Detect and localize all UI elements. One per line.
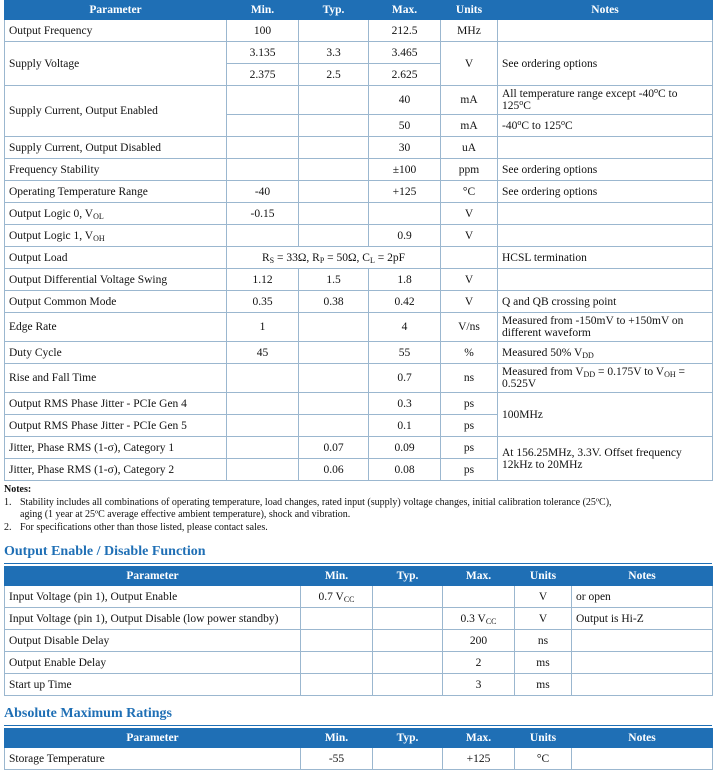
param-edge-rate: Edge Rate [5,313,227,342]
units-value: V [441,42,498,86]
section-title-absolute-maximum-ratings: Absolute Maximum Ratings [4,706,173,721]
max-value: +125 [443,748,515,770]
param-output-logic-1: Output Logic 1, $V_{OH}$ [5,225,227,247]
param-output-frequency: Output Frequency [5,20,227,42]
param-start-up-time: Start up Time [5,674,301,696]
notes-value: Measured from -150mV to +150mV on different waveform [498,313,713,342]
typ-value [373,748,443,770]
param-phase-jitter-gen5: Output RMS Phase Jitter - PCIe Gen 5 [5,415,227,437]
max-value: 200 [443,630,515,652]
min-value: 1.12 [227,269,299,291]
min-value [227,364,299,393]
notes-value: All temperature range except -40$^o$C to 125$^o$C [498,86,713,115]
table-header-row [5,1,713,20]
typ-value: 3.3 [299,42,369,64]
max-value: 2.625 [369,64,441,86]
units-value: ms [515,652,572,674]
units-value: °C [515,748,572,770]
col-notes: Notes [498,1,713,20]
col-typ: Typ. [299,1,369,20]
min-value: -40 [227,181,299,203]
notes-value [498,203,713,225]
col-min: Min. [301,729,373,748]
table-row [5,291,713,313]
table-row [5,652,713,674]
footnote-text: Stability includes all combinations of operating temperature, load changes, rated input (supply) voltage changes, initial calibration tolerance (25ºC), [20,496,612,508]
min-value [301,652,373,674]
min-value: 0.7 $V_{CC}$ [301,586,373,608]
table-row [5,393,713,415]
units-value: ns [441,364,498,393]
param-input-voltage-enable: Input Voltage (pin 1), Output Enable [5,586,301,608]
min-value: 100 [227,20,299,42]
param-input-voltage-disable: Input Voltage (pin 1), Output Disable (low power standby) [5,608,301,630]
footnotes-title: Notes: [4,484,32,495]
max-value: 50 [369,115,441,137]
max-value: 40 [369,86,441,115]
notes-value: At 156.25MHz, 3.3V. Offset frequency 12kHz to 20MHz [498,437,713,481]
units-value: ps [441,393,498,415]
footnote-continuation: aging (1 year at 25ºC average effective ambient temperature), shock and vibration. [20,509,351,520]
typ-value [373,652,443,674]
typ-value [299,203,369,225]
param-supply-current-enabled: Supply Current, Output Enabled [5,86,227,137]
notes-value [572,652,713,674]
col-min: Min. [301,567,373,586]
typ-value [373,630,443,652]
max-value: ±100 [369,159,441,181]
col-units: Units [441,1,498,20]
notes-value: 100MHz [498,393,713,437]
notes-value: Measured 50% $V_{DD}$ [498,342,713,364]
units-value: ns [515,630,572,652]
typ-value [299,86,369,115]
min-value: -55 [301,748,373,770]
max-value: 212.5 [369,20,441,42]
units-value: uA [441,137,498,159]
max-value: 55 [369,342,441,364]
min-value: -0.15 [227,203,299,225]
min-value [227,415,299,437]
min-value [227,393,299,415]
col-units: Units [515,729,572,748]
min-value [227,225,299,247]
table-row [5,86,713,115]
typ-value: 0.07 [299,437,369,459]
table-row [5,203,713,225]
units-value: % [441,342,498,364]
units-value: °C [441,181,498,203]
units-value: mA [441,86,498,115]
typ-value: 1.5 [299,269,369,291]
units-value: V/ns [441,313,498,342]
typ-value [373,608,443,630]
units-value: ps [441,459,498,481]
typ-value [373,674,443,696]
max-value: 2 [443,652,515,674]
table-row [5,42,713,64]
min-value: 0.35 [227,291,299,313]
col-typ: Typ. [373,567,443,586]
notes-value: Output is Hi-Z [572,608,713,630]
typ-value: 0.06 [299,459,369,481]
notes-value: See ordering options [498,42,713,86]
typ-value [299,364,369,393]
max-value: 0.08 [369,459,441,481]
min-value [227,159,299,181]
table-row [5,269,713,291]
notes-value [572,748,713,770]
units-value: mA [441,115,498,137]
table-header-row [5,567,713,586]
col-parameter: Parameter [5,1,227,20]
param-jitter-category-1: Jitter, Phase RMS (1-σ), Category 1 [5,437,227,459]
table-row [5,181,713,203]
min-value: 3.135 [227,42,299,64]
max-value: +125 [369,181,441,203]
max-value: 0.09 [369,437,441,459]
min-value: 1 [227,313,299,342]
col-min: Min. [227,1,299,20]
table-row [5,225,713,247]
col-max: Max. [443,729,515,748]
table-row [5,630,713,652]
notes-value: or open [572,586,713,608]
max-value: 4 [369,313,441,342]
param-output-enable-delay: Output Enable Delay [5,652,301,674]
table-row [5,342,713,364]
typ-value [299,20,369,42]
param-rise-and-fall-time: Rise and Fall Time [5,364,227,393]
typ-value [373,586,443,608]
max-value: 0.9 [369,225,441,247]
col-notes: Notes [572,567,713,586]
table-row [5,20,713,42]
footnote-number: 1. [4,496,12,508]
typ-value [299,159,369,181]
footnote-item [4,522,712,535]
max-value: 0.1 [369,415,441,437]
typ-value: 0.38 [299,291,369,313]
table-header-row [5,729,713,748]
col-notes: Notes [572,729,713,748]
units-value: ms [515,674,572,696]
max-value [443,586,515,608]
param-duty-cycle: Duty Cycle [5,342,227,364]
section-divider [4,725,712,726]
max-value: 3.465 [369,42,441,64]
col-units: Units [515,567,572,586]
min-value [227,115,299,137]
typ-value [299,313,369,342]
col-max: Max. [443,567,515,586]
table-row [5,437,713,459]
col-parameter: Parameter [5,729,301,748]
units-value: MHz [441,20,498,42]
param-output-load: Output Load [5,247,227,269]
notes-value: Q and QB crossing point [498,291,713,313]
footnote-number: 2. [4,521,12,533]
max-value: 1.8 [369,269,441,291]
param-jitter-category-2: Jitter, Phase RMS (1-σ), Category 2 [5,459,227,481]
units-value: ppm [441,159,498,181]
typ-value [299,393,369,415]
min-value [227,137,299,159]
table-row [5,608,713,630]
param-frequency-stability: Frequency Stability [5,159,227,181]
notes-value [498,225,713,247]
min-value [301,674,373,696]
max-value: 0.42 [369,291,441,313]
param-supply-current-disabled: Supply Current, Output Disabled [5,137,227,159]
footnotes [4,484,712,534]
param-output-logic-0: Output Logic 0, $V_{OL}$ [5,203,227,225]
notes-value: See ordering options [498,181,713,203]
param-output-disable-delay: Output Disable Delay [5,630,301,652]
max-value [369,203,441,225]
col-max: Max. [369,1,441,20]
section-divider [4,563,712,564]
table-row [5,247,713,269]
table-row [5,586,713,608]
notes-value [498,269,713,291]
typ-value: 2.5 [299,64,369,86]
col-typ: Typ. [373,729,443,748]
min-value [227,86,299,115]
table-row [5,674,713,696]
notes-value: See ordering options [498,159,713,181]
param-storage-temperature: Storage Temperature [5,748,301,770]
table-row [5,313,713,342]
max-value: 0.3 [369,393,441,415]
min-value [227,437,299,459]
table-row [5,364,713,393]
units-value [441,247,498,269]
footnote-item [4,497,712,510]
param-phase-jitter-gen4: Output RMS Phase Jitter - PCIe Gen 4 [5,393,227,415]
notes-value: HCSL termination [498,247,713,269]
units-value: V [441,225,498,247]
output-enable-disable-table [4,566,713,696]
units-value: V [515,608,572,630]
param-supply-voltage: Supply Voltage [5,42,227,86]
units-value: V [441,269,498,291]
min-value [301,608,373,630]
min-value: 2.375 [227,64,299,86]
notes-value: -40$^o$C to 125$^o$C [498,115,713,137]
units-value: V [441,203,498,225]
table-row [5,159,713,181]
typ-value [299,137,369,159]
absolute-maximum-ratings-table [4,728,713,770]
units-value: ps [441,437,498,459]
param-operating-temperature-range: Operating Temperature Range [5,181,227,203]
typ-value [299,115,369,137]
col-parameter: Parameter [5,567,301,586]
typ-value [299,225,369,247]
units-value: V [515,586,572,608]
param-output-differential-voltage-swing: Output Differential Voltage Swing [5,269,227,291]
notes-value [498,20,713,42]
typ-value [299,415,369,437]
max-value: 30 [369,137,441,159]
notes-value [498,137,713,159]
section-title-output-enable: Output Enable / Disable Function [4,544,206,559]
max-value: 3 [443,674,515,696]
min-value [227,459,299,481]
table-row [5,137,713,159]
units-value: V [441,291,498,313]
output-load-spec: $R_S = 33\Omega$, $R_P = 50\Omega$, $C_L = 2pF$ [227,247,441,269]
param-output-common-mode: Output Common Mode [5,291,227,313]
max-value: 0.7 [369,364,441,393]
notes-value [572,674,713,696]
table-row [5,748,713,770]
notes-value: Measured from $V_{DD} = 0.175V$ to $V_{OH} = 0.525V$ [498,364,713,393]
notes-value [572,630,713,652]
typ-value [299,342,369,364]
typ-value [299,181,369,203]
max-value: 0.3 $V_{CC}$ [443,608,515,630]
min-value: 45 [227,342,299,364]
electrical-specifications-table [4,0,713,481]
min-value [301,630,373,652]
units-value: ps [441,415,498,437]
footnote-text: For specifications other than those listed, please contact sales. [20,521,268,533]
